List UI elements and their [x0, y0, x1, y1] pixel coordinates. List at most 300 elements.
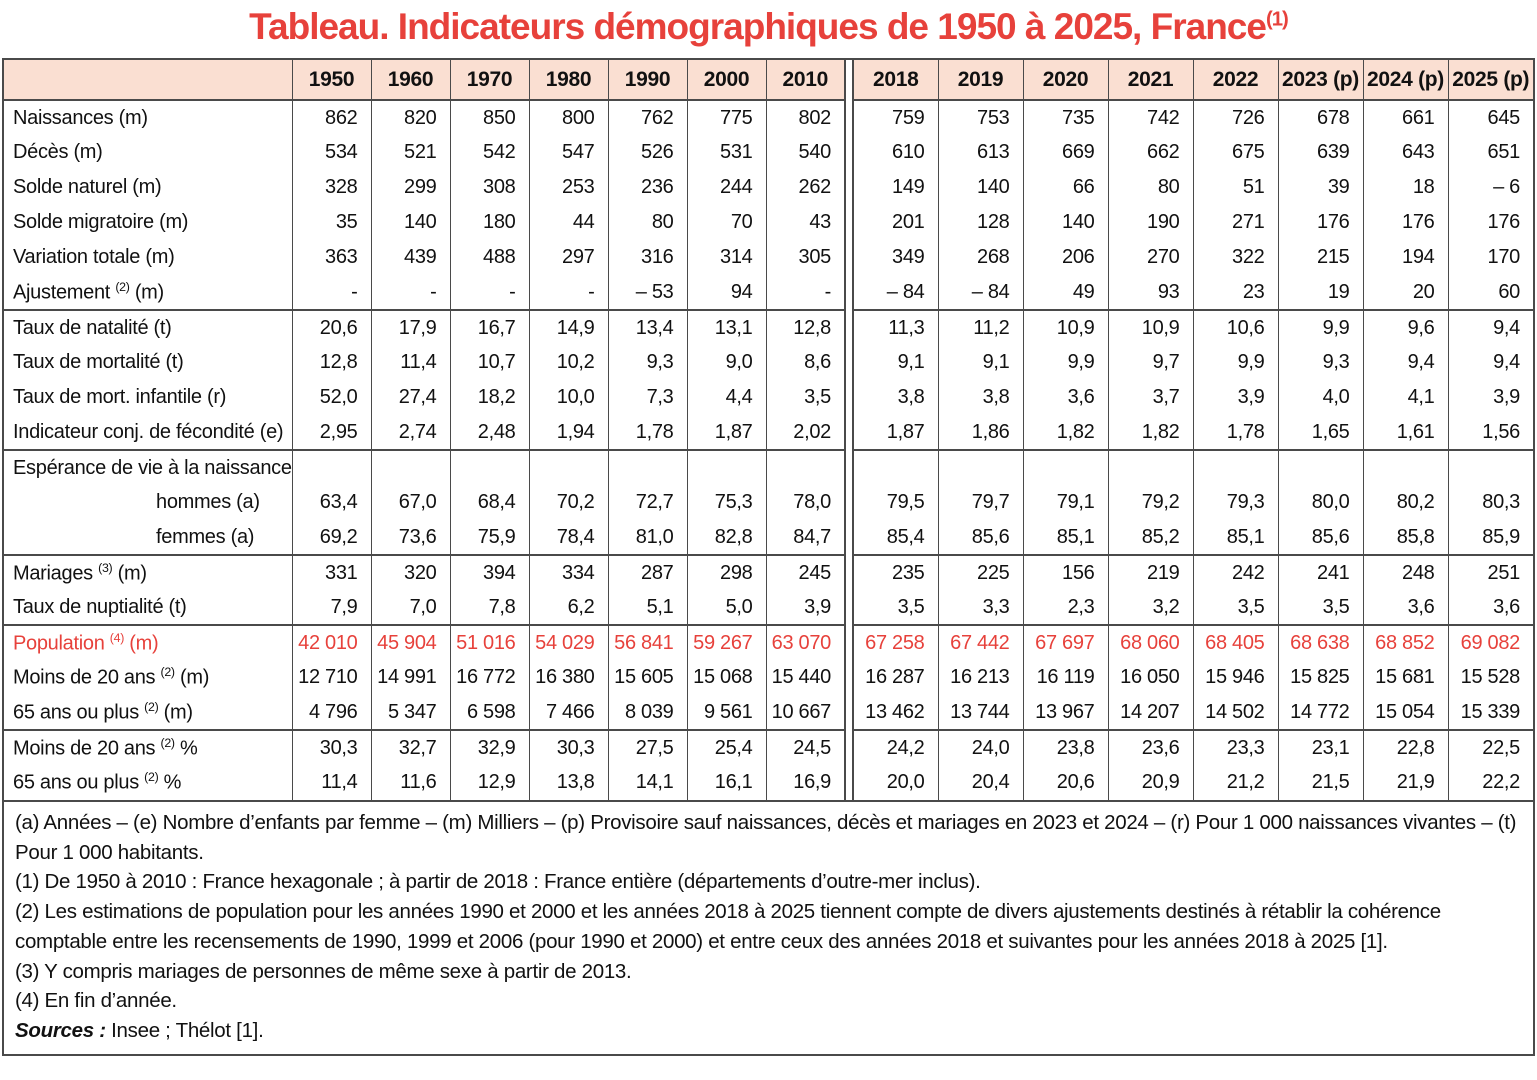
value-cell: 32,9 [450, 730, 529, 765]
value-cell: 2,48 [450, 415, 529, 450]
value-cell: 15 528 [1448, 660, 1533, 695]
value-cell: 14,9 [529, 310, 608, 345]
value-cell: 236 [608, 170, 687, 205]
value-cell: 2,02 [766, 415, 845, 450]
value-cell: 531 [687, 135, 766, 170]
value-cell: 69,2 [292, 520, 371, 555]
row-label: Solde migratoire (m) [13, 211, 189, 233]
value-cell: 742 [1108, 100, 1193, 135]
table-row [4, 275, 1533, 310]
row-label: Solde naturel (m) [13, 176, 162, 198]
table-gap [845, 380, 853, 415]
table-row [4, 135, 1533, 170]
value-cell: 643 [1363, 135, 1448, 170]
year-header: 2010 [766, 60, 845, 100]
table-gap [845, 555, 853, 590]
table-gap [845, 450, 853, 485]
value-cell: 14 502 [1193, 695, 1278, 730]
value-cell: 68,4 [450, 485, 529, 520]
value-cell: 59 267 [687, 625, 766, 660]
value-cell: 42 010 [292, 625, 371, 660]
value-cell: 314 [687, 240, 766, 275]
value-cell: 253 [529, 170, 608, 205]
value-cell: 9,3 [1278, 345, 1363, 380]
value-cell: 439 [371, 240, 450, 275]
value-cell [450, 450, 529, 485]
value-cell: 3,5 [766, 380, 845, 415]
value-cell: 16,1 [687, 765, 766, 800]
value-cell: 22,5 [1448, 730, 1533, 765]
table-body [4, 100, 1533, 800]
value-cell: 85,6 [938, 520, 1023, 555]
value-cell [853, 450, 938, 485]
value-cell: 23,3 [1193, 730, 1278, 765]
value-cell: 63,4 [292, 485, 371, 520]
value-cell: 9,1 [897, 351, 925, 373]
value-cell: 669 [1023, 135, 1108, 170]
table-gap [845, 625, 853, 660]
value-cell: 9,9 [1023, 345, 1108, 380]
value-cell: 54 029 [529, 625, 608, 660]
value-cell [1363, 450, 1448, 485]
value-cell: 14,1 [608, 765, 687, 800]
value-cell: 19 [1278, 275, 1363, 310]
value-cell: 12,9 [450, 765, 529, 800]
table-gap [845, 520, 853, 555]
value-cell: 7,9 [292, 590, 371, 625]
table-row [4, 765, 1533, 800]
value-cell: 35 [292, 205, 371, 240]
value-cell: 85,9 [1448, 520, 1533, 555]
table-gap [845, 730, 853, 765]
value-cell: 299 [371, 170, 450, 205]
value-cell: 298 [687, 555, 766, 590]
value-cell: 15 946 [1193, 660, 1278, 695]
value-cell: 140 [938, 170, 1023, 205]
value-cell: 68 405 [1193, 625, 1278, 660]
row-label: Taux de mort. infantile (r) [13, 386, 227, 408]
table-gap [845, 695, 853, 730]
value-cell: 180 [450, 205, 529, 240]
value-cell: 27,5 [608, 730, 687, 765]
value-cell: 316 [608, 240, 687, 275]
value-cell: 6 598 [450, 695, 529, 730]
value-cell: 245 [766, 555, 845, 590]
value-cell: 16 119 [1023, 660, 1108, 695]
value-cell: 12,8 [292, 345, 371, 380]
value-cell: 9,0 [687, 345, 766, 380]
row-label: femmes (a) [156, 525, 255, 548]
table-gap [845, 415, 853, 450]
year-header: 1970 [450, 60, 529, 100]
table-gap [845, 240, 853, 275]
value-cell: 93 [1108, 275, 1193, 310]
footnote-4: (4) En fin d’année. [15, 989, 177, 1013]
footnotes [4, 800, 1533, 1054]
table-row [4, 625, 1533, 660]
value-cell: - [766, 275, 845, 310]
value-cell [608, 450, 687, 485]
value-cell: 759 [892, 106, 925, 129]
value-cell: 1,87 [886, 420, 925, 443]
value-cell: 753 [938, 100, 1023, 135]
value-cell: 1,78 [608, 415, 687, 450]
year-header: 2019 [938, 60, 1023, 100]
value-cell: 9,4 [1363, 345, 1448, 380]
value-cell: 51 [1193, 170, 1278, 205]
value-cell: 13,8 [529, 765, 608, 800]
value-cell [1108, 450, 1193, 485]
table-gap [845, 310, 853, 345]
value-cell [1448, 450, 1533, 485]
value-cell: 2,95 [292, 415, 371, 450]
value-cell: - [292, 275, 371, 310]
table-row [4, 590, 1533, 625]
value-cell: 675 [1193, 135, 1278, 170]
value-cell: 7,0 [371, 590, 450, 625]
value-cell: 18,2 [450, 380, 529, 415]
value-cell: 80,3 [1448, 485, 1533, 520]
table-row [4, 345, 1533, 380]
value-cell: 3,2 [1108, 590, 1193, 625]
value-cell: 78,4 [529, 520, 608, 555]
value-cell: 540 [766, 135, 845, 170]
value-cell: 8 039 [608, 695, 687, 730]
value-cell: 39 [1278, 170, 1363, 205]
value-cell: 5 347 [371, 695, 450, 730]
table-gap [845, 485, 853, 520]
table-row [4, 730, 1533, 765]
value-cell: 10,9 [1023, 310, 1108, 345]
value-cell: 21,2 [1193, 765, 1278, 800]
value-cell: 3,5 [1278, 590, 1363, 625]
value-cell: 20,0 [886, 771, 925, 793]
year-header: 1990 [608, 60, 687, 100]
value-cell: 20 [1363, 275, 1448, 310]
demographic-indicators-table [4, 60, 1533, 800]
table-gap [845, 590, 853, 625]
value-cell: 80,2 [1363, 485, 1448, 520]
value-cell: 13,1 [687, 310, 766, 345]
value-cell: 488 [450, 240, 529, 275]
value-cell: 645 [1448, 100, 1533, 135]
value-cell: 3,6 [1363, 590, 1448, 625]
value-cell: 800 [529, 100, 608, 135]
value-cell: 287 [608, 555, 687, 590]
value-cell: 4,0 [1278, 380, 1363, 415]
value-cell: 394 [450, 555, 529, 590]
value-cell: 16 050 [1108, 660, 1193, 695]
value-cell: 3,5 [1193, 590, 1278, 625]
value-cell: 3,8 [897, 386, 925, 408]
table-row [4, 170, 1533, 205]
value-cell: 11,4 [292, 765, 371, 800]
value-cell: 610 [892, 141, 925, 163]
row-label: Mariages $^{(3)}$ (m) [4, 555, 292, 590]
value-cell: 63 070 [766, 625, 845, 660]
value-cell: 24,5 [766, 730, 845, 765]
value-cell: 349 [892, 246, 925, 268]
value-cell: 12,8 [766, 310, 845, 345]
value-cell [292, 450, 371, 485]
value-cell: 9,1 [938, 345, 1023, 380]
value-cell: 3,3 [938, 590, 1023, 625]
row-label: Décès (m) [13, 141, 103, 163]
value-cell: 3,7 [1108, 380, 1193, 415]
value-cell: 18 [1363, 170, 1448, 205]
row-label: Indicateur conj. de fécondité (e) [13, 420, 284, 443]
value-cell: 79,5 [886, 491, 925, 513]
value-cell: 80 [608, 205, 687, 240]
value-cell [766, 450, 845, 485]
value-cell: 13 744 [938, 695, 1023, 730]
value-cell: 70 [687, 205, 766, 240]
value-cell: 225 [938, 555, 1023, 590]
value-cell: 23,8 [1023, 730, 1108, 765]
value-cell: 81,0 [608, 520, 687, 555]
value-cell: 262 [766, 170, 845, 205]
value-cell: 10,6 [1193, 310, 1278, 345]
value-cell: 25,4 [687, 730, 766, 765]
value-cell: 13 967 [1023, 695, 1108, 730]
value-cell: 128 [938, 205, 1023, 240]
table-header [4, 60, 1533, 100]
value-cell: 4 796 [292, 695, 371, 730]
value-cell: 72,7 [608, 485, 687, 520]
value-cell: 140 [1023, 205, 1108, 240]
page-title-text: Tableau. Indicateurs démographiques de 1950 à 2025, France [249, 6, 1266, 47]
table-row [4, 520, 1533, 555]
year-header: 1980 [529, 60, 608, 100]
value-cell: 10,7 [450, 345, 529, 380]
value-cell: 6,2 [529, 590, 608, 625]
value-cell: 15 054 [1363, 695, 1448, 730]
value-cell: 661 [1363, 100, 1448, 135]
value-cell: 30,3 [292, 730, 371, 765]
value-cell: 176 [1278, 205, 1363, 240]
value-cell: 4,1 [1363, 380, 1448, 415]
row-label: hommes (a) [156, 491, 260, 513]
value-cell [1193, 450, 1278, 485]
value-cell: 8,6 [766, 345, 845, 380]
value-cell: 80,0 [1278, 485, 1363, 520]
sources-text: Insee ; Thélot [1]. [111, 1019, 264, 1043]
value-cell: 70,2 [529, 485, 608, 520]
value-cell: 244 [687, 170, 766, 205]
year-header: 2018 [853, 60, 938, 100]
value-cell [371, 450, 450, 485]
value-cell: 9,6 [1363, 310, 1448, 345]
value-cell: 3,9 [766, 590, 845, 625]
table-gap [845, 275, 853, 310]
value-cell: 15 068 [687, 660, 766, 695]
value-cell: 1,82 [1023, 415, 1108, 450]
table-gap [845, 765, 853, 800]
footnote-abbreviations: (a) Années – (e) Nombre d’enfants par femme – (m) Milliers – (p) Provisoire sauf naissances, décès et mariages en 2023 et 2024 – (r) Pour 1 000 naissances vivantes – (t) Pour 1 000 habitants. [15, 811, 1517, 864]
value-cell: 206 [1023, 240, 1108, 275]
value-cell: 15 605 [608, 660, 687, 695]
value-cell: 23,6 [1108, 730, 1193, 765]
value-cell: 190 [1108, 205, 1193, 240]
value-cell: 11,2 [938, 310, 1023, 345]
value-cell: 3,6 [1448, 590, 1533, 625]
year-header: 2025 (p) [1448, 60, 1533, 100]
value-cell: – 6 [1448, 170, 1533, 205]
value-cell: 15 440 [766, 660, 845, 695]
value-cell: 242 [1193, 555, 1278, 590]
value-cell: 7 466 [529, 695, 608, 730]
value-cell: 3,5 [897, 595, 925, 618]
value-cell: 297 [529, 240, 608, 275]
value-cell: 251 [1448, 555, 1533, 590]
row-label: 65 ans ou plus $^{(2)}$ (m) [13, 699, 193, 724]
value-cell: 11,6 [371, 765, 450, 800]
value-cell: 1,87 [687, 415, 766, 450]
value-cell: 1,65 [1278, 415, 1363, 450]
value-cell: 176 [1448, 205, 1533, 240]
value-cell: 5,1 [608, 590, 687, 625]
value-cell: 13 462 [865, 700, 925, 723]
value-cell: 9,7 [1108, 345, 1193, 380]
value-cell: 49 [1023, 275, 1108, 310]
value-cell: 22,2 [1448, 765, 1533, 800]
row-label: Taux de natalité (t) [4, 310, 292, 345]
value-cell: 84,7 [766, 520, 845, 555]
value-cell: 75,9 [450, 520, 529, 555]
value-cell: 16 772 [450, 660, 529, 695]
value-cell: 45 904 [371, 625, 450, 660]
value-cell: 170 [1448, 240, 1533, 275]
value-cell: 67 697 [1023, 625, 1108, 660]
value-cell: 270 [1108, 240, 1193, 275]
value-cell: 20,6 [292, 310, 371, 345]
row-label: 65 ans ou plus $^{(2)}$ % [13, 770, 182, 794]
row-label: Moins de 20 ans $^{(2)}$ (m) [13, 665, 210, 689]
value-cell: 726 [1193, 100, 1278, 135]
value-cell: 80 [1108, 170, 1193, 205]
value-cell: 10,9 [1108, 310, 1193, 345]
table-row [4, 695, 1533, 730]
value-cell: 21,5 [1278, 765, 1363, 800]
value-cell: 16,9 [766, 765, 845, 800]
value-cell: 775 [687, 100, 766, 135]
year-header: 1960 [371, 60, 450, 100]
footnote-3: (3) Y compris mariages de personnes de même sexe à partir de 2013. [15, 959, 632, 983]
table-gap [845, 345, 853, 380]
value-cell: 12 710 [292, 660, 371, 695]
value-cell: 194 [1363, 240, 1448, 275]
year-header: 2024 (p) [1363, 60, 1448, 100]
year-header: 2000 [687, 60, 766, 100]
row-label: Population $^{(4)}$ (m) [4, 625, 292, 660]
row-label: Moins de 20 ans $^{(2)}$ % [4, 730, 292, 765]
year-header: 2022 [1193, 60, 1278, 100]
year-header: 2020 [1023, 60, 1108, 100]
footnote-2: (2) Les estimations de population pour les années 1990 et 2000 et les années 2018 à 2025 tiennent compte de divers ajustements destinés à rétablir la cohérence comptable entre les recensements de 1990, 1999 et 2006 (pour 1990 et 2000) et entre ceux des années 2018 et suivantes pour les années 2018 à 2025 [1]. [15, 900, 1441, 953]
value-cell: 52,0 [292, 380, 371, 415]
value-cell: 14 772 [1278, 695, 1363, 730]
value-cell: 24,2 [853, 730, 938, 765]
value-cell: 534 [292, 135, 371, 170]
value-cell: 85,1 [1023, 520, 1108, 555]
table-gap [845, 170, 853, 205]
row-label: Ajustement $^{(2)}$ (m) [13, 279, 164, 304]
value-cell: 862 [292, 100, 371, 135]
value-cell: 820 [371, 100, 450, 135]
value-cell: 15 339 [1448, 695, 1533, 730]
table-gap [845, 205, 853, 240]
value-cell: 20,4 [938, 765, 1023, 800]
table-row [4, 100, 1533, 135]
value-cell: - [529, 275, 608, 310]
table-row [4, 660, 1533, 695]
value-cell [529, 450, 608, 485]
value-cell: 67 258 [853, 625, 938, 660]
value-cell: 23,1 [1278, 730, 1363, 765]
header-row [4, 60, 1533, 100]
table-row [4, 555, 1533, 590]
value-cell: 9,4 [1448, 310, 1533, 345]
value-cell: 32,7 [371, 730, 450, 765]
value-cell: 334 [529, 555, 608, 590]
value-cell: 1,86 [938, 415, 1023, 450]
value-cell: 305 [766, 240, 845, 275]
value-cell: 44 [529, 205, 608, 240]
value-cell: 140 [371, 205, 450, 240]
value-cell: 363 [292, 240, 371, 275]
value-cell: 85,6 [1278, 520, 1363, 555]
value-cell: 15 681 [1363, 660, 1448, 695]
value-cell: 156 [1023, 555, 1108, 590]
value-cell: 1,56 [1448, 415, 1533, 450]
value-cell: 85,8 [1363, 520, 1448, 555]
value-cell: 3,6 [1023, 380, 1108, 415]
value-cell: 68 060 [1108, 625, 1193, 660]
value-cell: 16 380 [529, 660, 608, 695]
table-gap [845, 60, 853, 100]
value-cell: 7,8 [450, 590, 529, 625]
value-cell: 85,4 [886, 525, 925, 548]
table-row [4, 415, 1533, 450]
value-cell: 639 [1278, 135, 1363, 170]
value-cell: 802 [766, 100, 845, 135]
value-cell: 82,8 [687, 520, 766, 555]
value-cell: 17,9 [371, 310, 450, 345]
value-cell: 149 [892, 176, 925, 198]
year-header: 2021 [1108, 60, 1193, 100]
value-cell: 79,2 [1108, 485, 1193, 520]
header-empty-cell [4, 60, 292, 100]
value-cell: 268 [938, 240, 1023, 275]
value-cell: 11,3 [853, 310, 938, 345]
value-cell: 328 [292, 170, 371, 205]
value-cell: 613 [938, 135, 1023, 170]
value-cell: 322 [1193, 240, 1278, 275]
value-cell: 762 [608, 100, 687, 135]
value-cell: 3,9 [1193, 380, 1278, 415]
year-header: 2023 (p) [1278, 60, 1363, 100]
value-cell: 219 [1108, 555, 1193, 590]
value-cell: 235 [853, 555, 938, 590]
value-cell: 735 [1023, 100, 1108, 135]
table-gap [845, 100, 853, 135]
value-cell: 10 667 [766, 695, 845, 730]
value-cell: 547 [529, 135, 608, 170]
value-cell: 651 [1448, 135, 1533, 170]
value-cell: 9,3 [608, 345, 687, 380]
sources-line [15, 1016, 1522, 1046]
value-cell: 85,2 [1108, 520, 1193, 555]
